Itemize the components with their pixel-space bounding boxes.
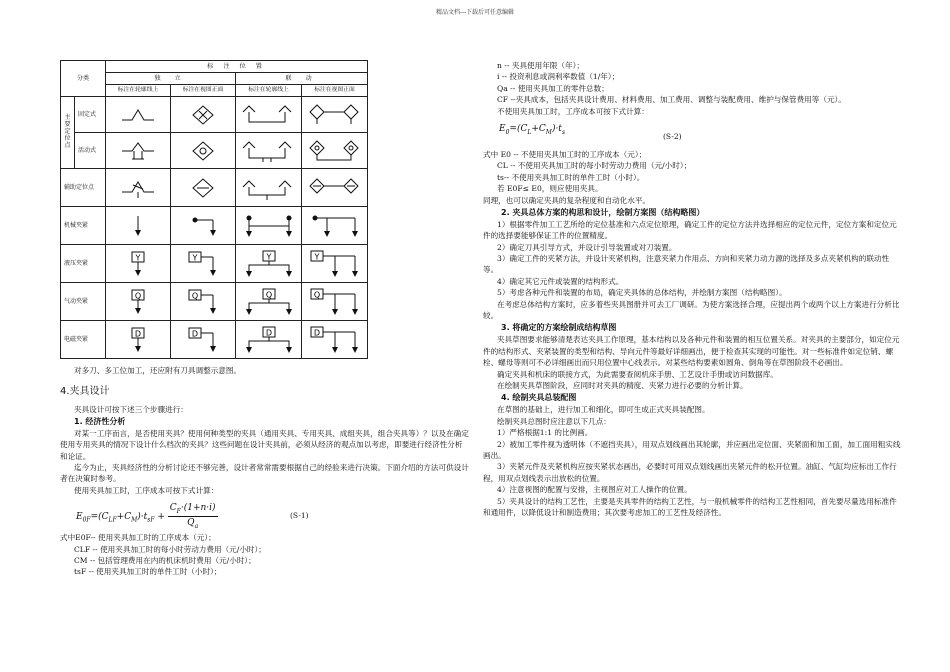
paragraph: 4）注意视图的配置与安排，主视图应对工人操作的位置。 xyxy=(497,485,692,495)
linked-movable-outline-symbol xyxy=(239,138,299,164)
hydraulic-letter: Y xyxy=(266,252,271,261)
formula-s1: $E_{0F}=(C_{LF}+C_M)\cdot t_{sF}$ + $\frac{C_F\cdot(1+n\cdot i)}{Q_a}$ (S-1) xyxy=(76,503,309,530)
step-4-title: 4. 绘制夹具总装配图 xyxy=(501,393,577,403)
paragraph: 同理，也可以确定夹具的复杂程度和自动化水平。 xyxy=(483,195,651,205)
paragraph: 4）确定其它元件或装置的结构形式。 xyxy=(497,276,624,286)
paragraph: 3）夹紧元件及夹紧机构应按夹紧状态画出，必要时可用双点划线画出夹紧元件的松开位置。油缸、气缸均应标出工作行程，用双点划线表示出放松的位置。 xyxy=(483,462,897,483)
paragraph: 确定夹具和机床的联接方式，为此需要查阅机床手册、工艺设计手册或访问数据库。 xyxy=(497,369,778,379)
fixed-point-outline-symbol xyxy=(118,104,158,126)
electric-letter: D xyxy=(265,328,272,337)
paragraph: 在绘制夹具草图阶段，应同时对夹具的精度、夹紧力进行必要的分析计算。 xyxy=(497,380,748,390)
sub-header: 标注在视图正面 xyxy=(171,85,236,97)
paragraph: 2）确定刀具引导方式，并设计引导装置或对刀装置。 xyxy=(497,242,677,252)
aux-point-face-symbol xyxy=(183,176,223,200)
aux-point-outline-symbol xyxy=(118,176,158,200)
linked-fixed-face-symbol xyxy=(305,102,365,128)
linked-pneumatic-face-symbol xyxy=(305,287,365,317)
paragraph: 在草图的基础上，进行加工和细化，即可生成正式夹具装配图。 xyxy=(497,405,710,415)
pneumatic-clamp-outline-symbol xyxy=(118,287,158,317)
hydraulic-clamp-outline-symbol xyxy=(118,249,158,279)
movable-point-face-symbol xyxy=(183,139,223,163)
group-linked: 联 动 xyxy=(236,73,368,85)
step-1-title: 1. 经济性分析 xyxy=(74,416,126,426)
row-label: 活动式 xyxy=(75,133,106,169)
pneumatic-letter: Q xyxy=(265,290,272,299)
linked-hydraulic-outline-symbol xyxy=(239,249,299,279)
hydraulic-clamp-face-symbol xyxy=(183,249,223,279)
hydraulic-letter: Y xyxy=(135,253,141,262)
paragraph: 迄今为止，夹具经济性的分析讨论还不够完善，设计者常常需要根据自己的经验来进行决策。下面介绍的方法可供设计者在决策时参考。 xyxy=(60,462,469,484)
formula-tag: (S-2) xyxy=(663,131,682,141)
paragraph: 不使用夹具加工时，工序成本可按下式计算： xyxy=(497,106,649,116)
linked-movable-face-symbol xyxy=(305,138,365,164)
pneumatic-letter: Q xyxy=(313,290,320,299)
mechanical-clamp-outline-symbol xyxy=(118,212,158,240)
page-watermark: 精品文档---下载后可任意编辑 xyxy=(435,9,515,16)
step-3-title: 3. 将确定的方案绘制成结构草图 xyxy=(501,323,617,333)
linked-aux-outline-symbol xyxy=(239,175,299,201)
paragraph: 1）根据零件加工工艺所给的定位基准和六点定位原理，确定工件的定位方法并选择相应的定位元件，定位方案和定位元件的选择要能够保证工件的位置精度。 xyxy=(483,219,897,241)
pneumatic-letter: Q xyxy=(134,291,142,300)
linked-mechanical-outline-symbol xyxy=(239,212,299,240)
linked-hydraulic-face-symbol xyxy=(305,249,365,279)
movable-point-outline-symbol xyxy=(118,139,158,163)
linked-aux-face-symbol xyxy=(305,175,365,201)
row-label: 气动夹紧 xyxy=(61,283,106,321)
electric-letter: D xyxy=(313,328,320,337)
paragraph: 对某一工序而言，是否使用夹具？使用何种类型的夹具（通用夹具、专用夹具、成组夹具，组合夹具等）？以及在确定使用专用夹具的情况下设计什么档次的夹具？这些问题在设计夹具前，必须从经济的观点加以考虑，即要进行经济性分析和论证。 xyxy=(60,428,469,461)
step-2-title: 2. 夹具总体方案的构思和设计，绘制方案图（结构略图） xyxy=(501,207,705,217)
paragraph: 在考虑总体结构方案时，应多着些夹具图册并可去工厂调研。为使方案选择合理，应提出两个或两个以上方案进行分析比较。 xyxy=(483,299,900,321)
sub-header: 标注在轮廓线上 xyxy=(106,85,171,97)
section-4-title: 4.夹具设计 xyxy=(60,386,110,398)
electric-clamp-outline-symbol xyxy=(118,325,158,355)
pneumatic-clamp-face-symbol xyxy=(183,287,223,317)
where-line: tsF -- 使用夹具加工时的单件工时（小时）； xyxy=(74,567,222,577)
hydraulic-letter: Y xyxy=(314,252,319,261)
table-title: 标 注 位 置 xyxy=(106,61,368,73)
paragraph: 2）被加工零件视为透明体（不遮挡夹具），用双点划线画出其轮廓，并应画出定位面、夹紧面和加工面，加工面用粗实线画出。 xyxy=(483,439,901,460)
paragraph: 5）夹具设计的结构工艺性，主要是夹具零件的结构工艺性，与一般机械零件的结构工艺性相同，首先要尽量选用标准件和通用件，以降低设计和制造费用；其次要考虑加工的工艺性及经济性。 xyxy=(483,496,897,517)
linked-pneumatic-outline-symbol xyxy=(239,287,299,317)
where-line: Qa -- 使用夹具加工的零件总数； xyxy=(497,83,609,93)
where-line: CF --夹具成本，包括夹具设计费用、材料费用、加工费用、调整与装配费用、维护与保管费用等（元）。 xyxy=(497,95,846,105)
after-table-note: 对多刀、多工位加工，还应附有刀具调整示意图。 xyxy=(74,366,242,375)
row-label: 电磁夹紧 xyxy=(61,321,106,359)
electric-clamp-face-symbol xyxy=(183,325,223,355)
main-positioning-label: 主要定位点 xyxy=(61,97,75,169)
linked-mechanical-face-symbol xyxy=(305,212,365,240)
linked-electric-face-symbol xyxy=(305,325,365,355)
fixed-point-face-symbol xyxy=(183,103,223,127)
paragraph: 绘制夹具总图时应注意以下几点： xyxy=(497,416,611,426)
where-line: ts-- 不使用夹具加工时的单件工时（小时）。 xyxy=(497,172,645,182)
formula-s2: $E_0=(C_L+C_M)\cdot t_s$ (S-2) xyxy=(499,123,682,141)
where-line: CL -- 不使用夹具加工时的每小时劳动力费用（元/小时）； xyxy=(497,161,692,171)
where-line: CM -- 包括管理费用在内的机床机时费用（元/小时）； xyxy=(74,555,256,565)
paragraph: 使用夹具加工时，工序成本可按下式计算： xyxy=(74,485,219,495)
row-label: 固定式 xyxy=(75,97,106,133)
hydraulic-letter: Y xyxy=(192,253,198,262)
row-label: 液压夹紧 xyxy=(61,245,106,283)
fixture-symbol-table xyxy=(60,60,368,359)
electric-letter: D xyxy=(191,329,199,338)
paragraph: 1）严格根据1:1 的比例画。 xyxy=(497,428,593,438)
where-line: CLF -- 使用夹具加工时的每小时劳动力费用（元/小时）； xyxy=(74,544,266,554)
where-line: n -- 夹具使用年限（年）； xyxy=(497,61,584,70)
table-category-header: 分类 xyxy=(61,61,106,97)
paragraph: 3）确定工件的夹紧方法，并设计夹紧机构，注意夹紧力作用点、方向和夹紧力动力源的选择及多点夹紧机构的联动性等。 xyxy=(483,254,890,275)
paragraph: 5）考虑各种元件和装置的布局，确定夹具体的总体结构，并绘制方案图（结构略图）。 xyxy=(497,288,787,298)
right-column xyxy=(483,60,901,518)
left-column xyxy=(60,60,470,578)
linked-electric-outline-symbol xyxy=(239,325,299,355)
pneumatic-letter: Q xyxy=(191,291,199,300)
where-line: 式中 E0 -- 不使用夹具加工时的工序成本（元）； xyxy=(483,149,647,159)
row-label: 辅助定位点 xyxy=(61,169,106,207)
linked-fixed-outline-symbol xyxy=(239,102,299,128)
paragraph: 夹具草图要求能够清楚表达夹具工作原理，基本结构以及各种元件和装置的相互位置关系。对夹具的主要部分，如定位元件的结构形式、夹紧装置的类型和结构、导向元件等最好详细画出，便于检查其实现的可能性。对一些标准件如定位销、螺栓、螺母等则可不必详细画出而只用位置中心线表示。对某些结构要素如圆角、倒角等在草图阶段不必画出。 xyxy=(483,335,900,368)
electric-letter: D xyxy=(134,329,142,338)
where-line: i -- 投资利息或润利率数值（1/年）； xyxy=(497,72,620,82)
sub-header: 标注在轮廓线上 xyxy=(236,85,302,97)
where-line: 若 E0F≤ E0，则应使用夹具。 xyxy=(497,184,603,194)
row-label: 机械夹紧 xyxy=(61,207,106,245)
sub-header: 标注在视图正面 xyxy=(302,85,368,97)
section-4-intro: 夹具设计可按下述三个步骤进行： xyxy=(74,405,188,415)
where-line: 式中E0F-- 使用夹具加工时的工序成本（元）； xyxy=(60,533,216,543)
group-independent: 独 立 xyxy=(106,73,236,85)
mechanical-clamp-face-symbol xyxy=(183,212,223,240)
formula-tag: (S-1) xyxy=(290,511,309,521)
